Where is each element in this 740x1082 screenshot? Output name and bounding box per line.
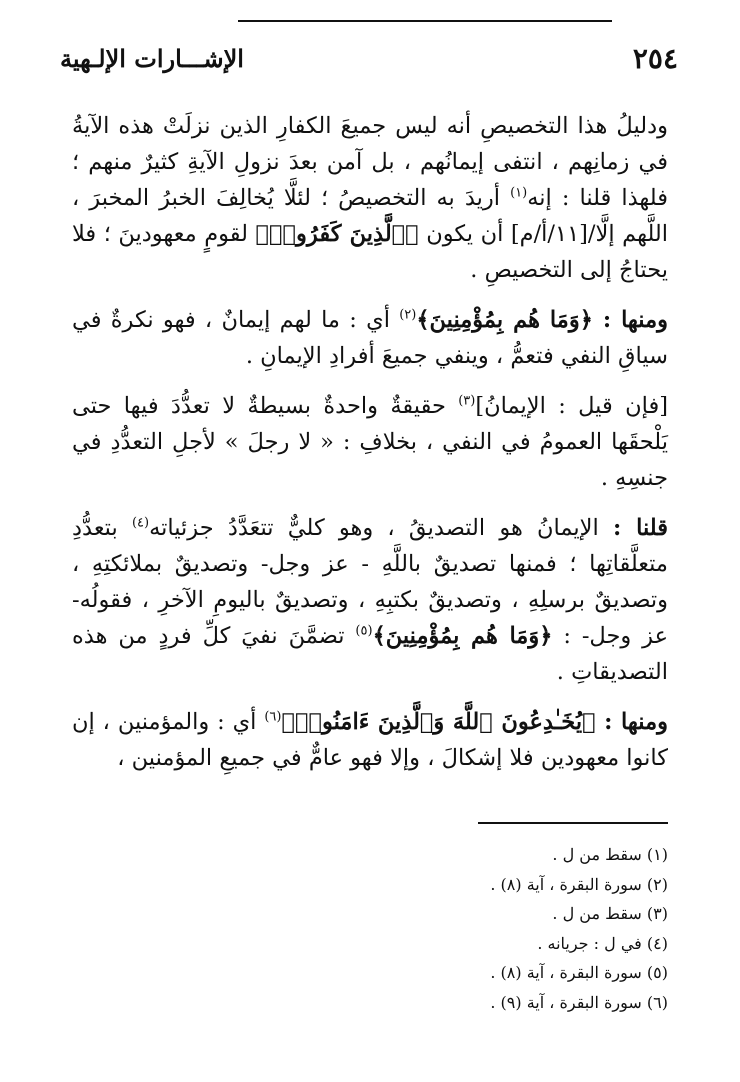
paragraph-2: ومنها : ﴿وَمَا هُم بِمُؤْمِنِينَ﴾$^{(٢)}$ أي : ما لهم إيمانٌ ، فهو نكرةٌ في سياقِ النفي فتعمُّ ، وينفي جميعَ أفرادِ الإيمانِ . [72,307,669,369]
paragraph-1: ودليلُ هذا التخصيصِ أنه ليس جميعَ الكفارِ الذين نزلَتْ هذه الآيةُ في زمانِهم ، انتفى إيمانُهم ، بل آمن بعدَ نزولِ الآيةِ كثيرٌ منهم ؛ فلهذا قلنا : إنه$^{(١)}$ أريدَ به التخصيصُ ؛ لئلَّا يُخالِفَ الخبرُ المخبرَ ، اللَّهم إلَّا/[١١/أ/م] أن يكون ﴿ٱلَّذِينَ كَفَرُوا۟﴾ لقومٍ معهودينَ ؛ فلا يحتاجُ إلى التخصيصِ . [72,113,669,283]
footnote-ref: (٤) [131,515,150,531]
running-header [60,38,678,78]
footnote-item: (٤) في ل : جريانه . [537,933,668,953]
paragraph-3: [فإن قيل : الإيمانُ]$^{(٣)}$ حقيقةٌ واحدةٌ بسيطةٌ لا تعدُّدَ فيها حتى يَلْحقَها العمومُ في النفي ، بخلافِ : « لا رجلَ » لأجلِ التعدُّدِ في جنسِهِ . [72,393,668,491]
footnote-separator [478,822,668,824]
paragraph-lead: قلنا : [612,515,668,541]
running-title: الإشـــارات الإلـهية [60,43,244,73]
footnote-item: (١) سقط من ل . [552,845,668,864]
quran-quote: ﴿ٱلَّذِينَ كَفَرُوا۟﴾ [255,221,419,247]
quran-quote: ﴿يُخَـٰدِعُونَ ٱللَّهَ وَٱلَّذِينَ ءَامَنُوا۟﴾ [281,709,605,735]
footnote-item: (٢) سورة البقرة ، آية (٨) . [490,874,668,894]
main-text [72,108,668,790]
footnotes [72,840,668,1017]
footnote-ref: (٦) [264,709,282,725]
quran-quote: ﴿وَمَا هُم بِمُؤْمِنِينَ﴾ [372,623,553,649]
header-rule [238,20,612,22]
footnote-item: (٥) سورة البقرة ، آية (٨) . [490,963,668,982]
footnote-item: (٦) سورة البقرة ، آية (٩) . [490,992,668,1012]
quran-quote: ﴿وَمَا هُم بِمُؤْمِنِينَ﴾ [416,307,603,333]
page-number: ٢٥٤ [632,41,678,75]
paragraph-lead: ومنها : [602,307,669,333]
footnote-ref: (٣) [458,393,476,409]
footnote-ref: (١) [510,185,528,201]
paragraph-5: ومنها : ﴿يُخَـٰدِعُونَ ٱللَّهَ وَٱلَّذِينَ ءَامَنُوا۟﴾$^{(٦)}$ أي : والمؤمنين ، إن كانوا معهودين فلا إشكالَ ، وإلا فهو عامٌّ في جميعِ المؤمنين ، [72,709,668,771]
footnote-item: (٣) سقط من ل . [552,904,668,923]
paragraph-4: قلنا : الإيمانُ هو التصديقُ ، وهو كليٌّ تتعَدَّدُ جزئياته$^{(٤)}$ بتعدُّدِ متعلَّقاتِها ؛ فمنها تصديقٌ باللَّهِ - عز وجل- وتصديقٌ بملائكتِهِ ، وتصديقٌ برسلِهِ ، وتصديقٌ بكتبِهِ ، وتصديقٌ باليومِ الآخرِ ، فقولُه- عز وجل- : ﴿وَمَا هُم بِمُؤْمِنِينَ﴾$^{(٥)}$ تضمَّنَ نفيَ كلِّ فردٍ من هذه التصديقاتِ . [72,515,669,685]
footnote-ref: (٢) [399,307,417,323]
paragraph-lead: ومنها : [604,709,668,735]
footnote-ref: (٥) [355,623,373,639]
